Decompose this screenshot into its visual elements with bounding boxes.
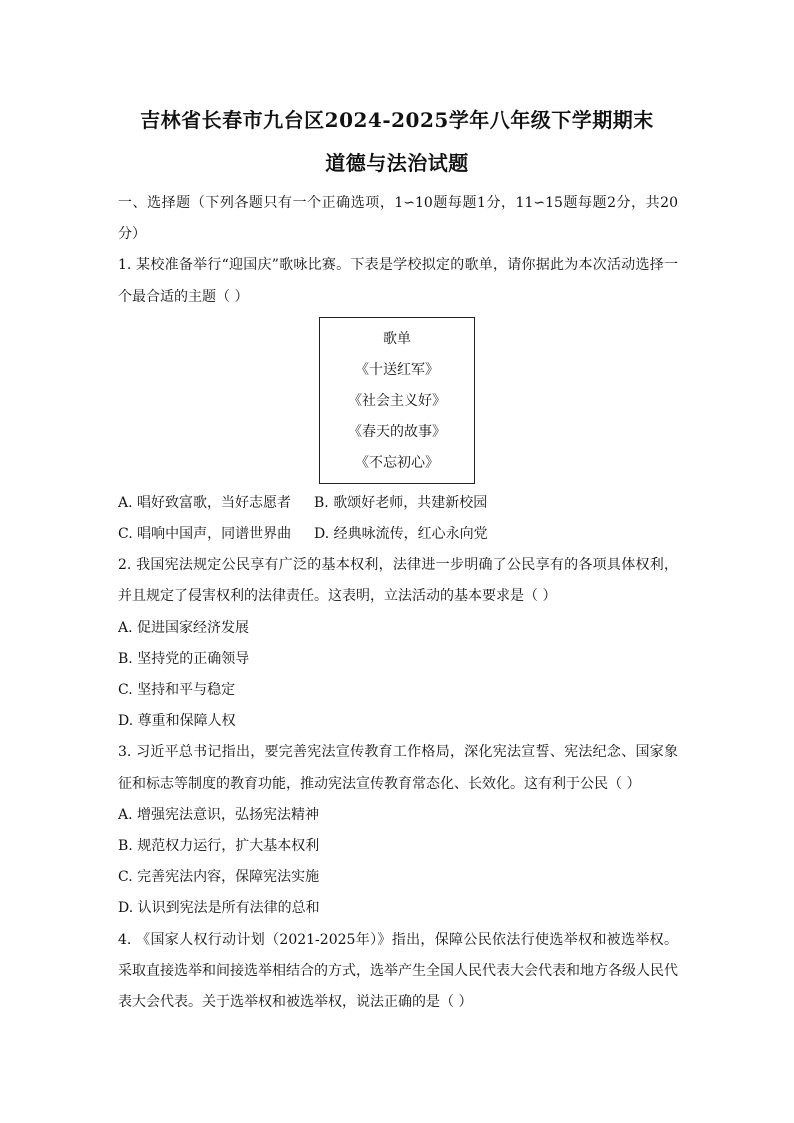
question-1-option-a[interactable]: A. 唱好致富歌，当好志愿者	[118, 494, 292, 511]
exam-title-line1: 吉林省长春市九台区2024-2025学年八年级下学期期末	[140, 108, 654, 132]
question-3-option-b[interactable]: B. 规范权力运行，扩大基本权利	[118, 838, 320, 855]
question-1-option-b[interactable]: B. 歌颂好老师，共建新校园	[314, 494, 488, 511]
question-1-options-row2	[118, 519, 678, 550]
question-3-option-c[interactable]: C. 完善宪法内容，保障宪法实施	[118, 869, 320, 886]
question-1-option-d[interactable]: D. 经典咏流传，红心永向党	[314, 526, 488, 543]
exam-title-line2: 道德与法治试题	[325, 151, 469, 175]
song-item: 《社会主义好》	[348, 392, 446, 409]
question-2-option-b[interactable]: B. 坚持党的正确领导	[118, 650, 250, 667]
question-2-option-c[interactable]: C. 坚持和平与稳定	[118, 682, 236, 699]
song-item: 《春天的故事》	[348, 423, 446, 440]
question-3-option-a[interactable]: A. 增强宪法意识，弘扬宪法精神	[118, 806, 320, 823]
question-4-stem: 4. 《国家人权行动计划（2021-2025年）》指出，保障公民依法行使选举权和被选举权。采取直接选举和间接选举相结合的方式，选举产生全国人民代表大会代表和地方各级人民代表大会代表。关于选举权和被选举权，说法正确的是（ ）	[118, 931, 678, 1011]
exam-content	[118, 188, 678, 1018]
song-item: 《不忘初心》	[355, 454, 439, 471]
question-3-option-d[interactable]: D. 认识到宪法是所有法律的总和	[118, 900, 320, 917]
song-list-box	[319, 317, 475, 484]
question-3-stem: 3. 习近平总书记指出，要完善宪法宣传教育工作格局，深化宪法宣誓、宪法纪念、国家象征和标志等制度的教育功能，推动宪法宣传教育常态化、长效化。这有利于公民（ ）	[118, 744, 678, 792]
question-1-stem: 1. 某校准备举行“迎国庆”歌咏比赛。下表是学校拟定的歌单，请你据此为本次活动选择一个最合适的主题（ ）	[118, 257, 678, 305]
song-item: 《十送红军》	[355, 361, 439, 378]
question-1-options-row1	[118, 488, 678, 519]
question-2-stem: 2. 我国宪法规定公民享有广泛的基本权利，法律进一步明确了公民享有的各项具体权利，并且规定了侵害权利的法律责任。这表明，立法活动的基本要求是（ ）	[118, 557, 678, 605]
section-intro: 一、选择题（下列各题只有一个正确选项，1∽10题每题1分，11∽15题每题2分，共20分）	[118, 195, 678, 243]
question-2-option-d[interactable]: D. 尊重和保障人权	[118, 713, 236, 730]
song-list-heading: 歌单	[383, 330, 411, 347]
question-1-option-c[interactable]: C. 唱响中国声，同谱世界曲	[118, 526, 292, 543]
question-2-option-a[interactable]: A. 促进国家经济发展	[118, 619, 250, 636]
